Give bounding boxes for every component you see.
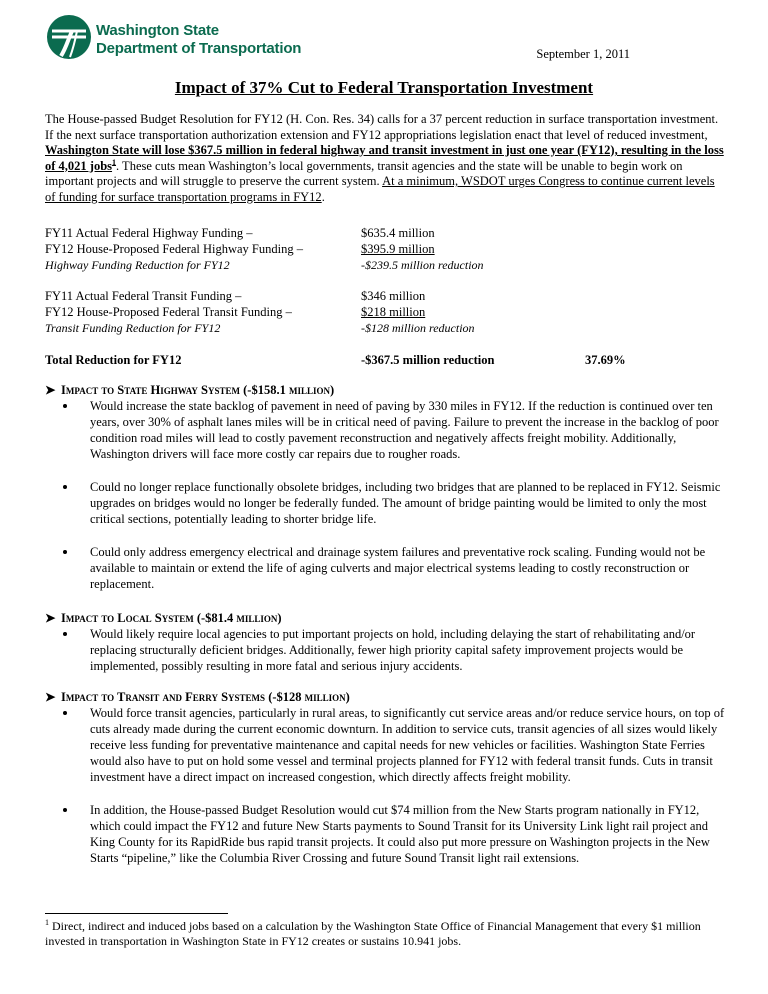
section-local-system xyxy=(45,610,725,674)
highway-funding-block xyxy=(45,225,725,273)
footnote-marker: 1 xyxy=(45,918,49,927)
bullet-dot-icon xyxy=(63,404,67,408)
transit-reduction-value: -$128 million reduction xyxy=(361,321,475,335)
highway-fy12-label: FY12 House-Proposed Federal Highway Funding – xyxy=(45,242,303,256)
highway-fy11-value: $635.4 million xyxy=(361,226,435,240)
section-state-highway xyxy=(45,382,725,592)
section-heading: Impact to Local System xyxy=(61,611,194,625)
footnote-divider xyxy=(45,913,228,914)
total-value: -$367.5 million reduction xyxy=(361,353,495,367)
section-transit-ferry xyxy=(45,689,725,866)
total-label: Total Reduction for FY12 xyxy=(45,353,182,367)
list-item: Would force transit agencies, particularly in rural areas, to significantly cut service areas and/or reduce service hours, on top of cuts already made during the current economic downturn. In addition to service cuts, transit agencies of all sizes would likely receive less funding for preventative maintenance and capital needs for new vehicles or facilities. Washington State Ferries would also have to put on hold some vessel and terminal projects planned for FY12 with federal transit funds. Cuts in transit investment have a direct impact on increased congestion, which directly affects freight mobility. xyxy=(45,705,725,785)
list-item: Could no longer replace functionally obsolete bridges, including two bridges that are planned to be replaced in FY12. Seismic upgrades on bridges would no longer be federally funded. The amount of bridge painting would be limited to only the most critical sections, potentially leading to shorter bridge life. xyxy=(45,479,725,527)
arrow-bullet-icon: ➤ xyxy=(45,383,56,397)
transit-funding-block xyxy=(45,288,725,336)
footnote xyxy=(45,919,725,949)
intro-text-2: . These cuts mean Washington’s local governments, transit agencies and the state will be unable to begin work on important projects and will struggle to preserve the current system. xyxy=(45,158,683,188)
arrow-bullet-icon: ➤ xyxy=(45,690,56,704)
list-item: Would likely require local agencies to put important projects on hold, including delaying the start of rehabilitating and/or replacing structurally deficient bridges. Additionally, fewer high priority capital safety improvement projects would be implemented, possibly resulting in more fatal and serious injury accidents. xyxy=(45,626,725,674)
intro-key-finding: Washington State will lose $367.5 million in federal highway and transit investment in just one year (FY12), resulting in the loss of 4,021 jobs xyxy=(45,143,724,173)
transit-fy11-value: $346 million xyxy=(361,289,426,303)
bullet-dot-icon xyxy=(63,808,67,812)
list-item: Would increase the state backlog of pavement in need of paving by 330 miles in FY12. If the reduction is continued over ten years, over 30% of asphalt lanes miles will be in critical need of paving. Failure to prevent the increase in the backlog of poor condition road miles will lead to costly pavement reconstruction and negatively affects freight mobility. Additionally, Washington drivers will face more costly car repairs due to rougher roads. xyxy=(45,398,725,462)
highway-fy11-label: FY11 Actual Federal Highway Funding – xyxy=(45,226,253,240)
footnote-ref: 1 xyxy=(112,157,117,167)
section-heading: Impact to Transit and Ferry Systems xyxy=(61,690,266,704)
section-amount: (-$128 million) xyxy=(268,690,350,704)
org-name-line1: Washington State xyxy=(96,22,219,39)
intro-text-1: The House-passed Budget Resolution for FY12 (H. Con. Res. 34) calls for a 37 percent reduction in surface transportation investment. If the next surface transportation authorization extension and FY12 appropriations legislation enact that level of reduced investment, xyxy=(45,112,719,142)
bullet-dot-icon xyxy=(63,485,67,489)
section-amount: (-$158.1 million) xyxy=(243,383,335,397)
total-reduction-row xyxy=(45,352,725,368)
transit-reduction-label: Transit Funding Reduction for FY12 xyxy=(45,321,221,335)
arrow-bullet-icon: ➤ xyxy=(45,611,56,625)
intro-paragraph xyxy=(45,112,725,205)
bullet-dot-icon xyxy=(63,711,67,715)
list-item: Could only address emergency electrical and drainage system failures and preventative rock scaling. Funding would not be available to maintain or extend the life of aging culverts and major electrical systems leading to costly reconstruction or replacement. xyxy=(45,544,725,592)
highway-fy12-value: $395.9 million xyxy=(361,242,435,256)
highway-reduction-label: Highway Funding Reduction for FY12 xyxy=(45,258,230,272)
document-title: Impact of 37% Cut to Federal Transportation Investment xyxy=(174,78,594,97)
section-heading: Impact to State Highway System xyxy=(61,383,241,397)
bullet-dot-icon xyxy=(63,632,67,636)
section-amount: (-$81.4 million) xyxy=(196,611,282,625)
wsdot-logo-icon xyxy=(46,14,92,60)
footnote-text: Direct, indirect and induced jobs based on a calculation by the Washington State Office of Financial Management that every $1 million invested in transportation in Washington State in FY12 creates or sustains 10.941 jobs. xyxy=(45,919,701,948)
list-item: In addition, the House-passed Budget Resolution would cut $74 million from the New Starts program nationally in FY12, which could impact the FY12 and future New Starts payments to Sound Transit for its University Link light rail project and King County for its RapidRide bus rapid transit projects. It could also put more pressure on Washington projects in the New Starts “pipeline,” like the Columbia River Crossing and future Sound Transit light rail extensions. xyxy=(45,802,725,866)
transit-fy11-label: FY11 Actual Federal Transit Funding – xyxy=(45,289,242,303)
document-date: September 1, 2011 xyxy=(536,47,630,61)
intro-call-to-action: At a minimum, WSDOT urges Congress to continue current levels of funding for surface transportation programs in FY12 xyxy=(45,174,715,204)
bullet-dot-icon xyxy=(63,550,67,554)
intro-text-3: . xyxy=(321,189,325,204)
transit-fy12-label: FY12 House-Proposed Federal Transit Funding – xyxy=(45,305,292,319)
total-percent: 37.69% xyxy=(585,353,626,367)
transit-fy12-value: $218 million xyxy=(361,305,426,319)
wsdot-logo xyxy=(46,14,336,64)
org-name-line2: Department of Transportation xyxy=(96,40,302,57)
highway-reduction-value: -$239.5 million reduction xyxy=(361,258,484,272)
